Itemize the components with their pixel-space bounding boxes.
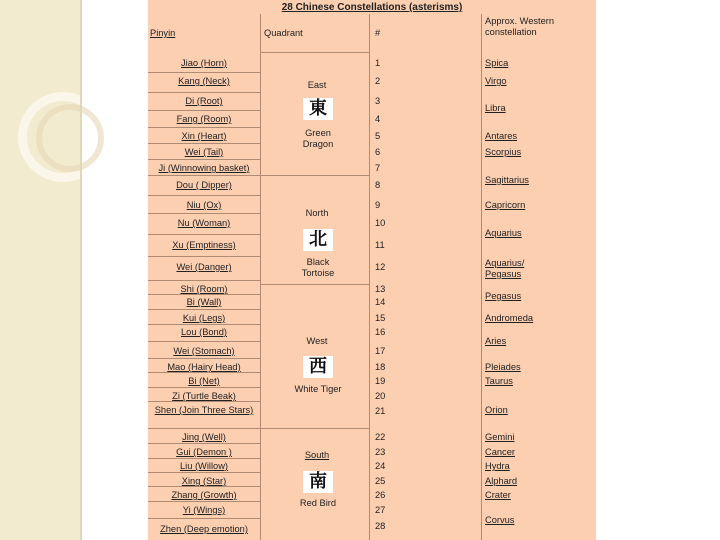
table-row-number: 24 <box>375 461 386 471</box>
table-row-pinyin: Jiao (Horn) <box>181 58 227 68</box>
row-divider <box>148 401 260 402</box>
table-row-pinyin: Shen (Join Three Stars) <box>154 405 254 415</box>
row-divider <box>148 458 260 459</box>
table-row-western: Pleiades <box>485 362 521 372</box>
row-divider <box>148 72 260 73</box>
column-divider <box>260 14 261 540</box>
table-row-western: Libra <box>485 103 506 113</box>
table-row-pinyin: Xing (Star) <box>181 476 227 486</box>
table-row-pinyin: Bi (Wall) <box>186 297 222 307</box>
table-row-western: Gemini <box>485 432 515 442</box>
row-divider <box>148 501 260 502</box>
table-row-western: Crater <box>485 490 511 500</box>
row-divider <box>148 143 260 144</box>
table-row-pinyin: Zhen (Deep emotion) <box>160 524 248 534</box>
table-row-number: 6 <box>375 147 381 157</box>
quadrant-divider <box>260 175 370 176</box>
row-divider <box>148 387 260 388</box>
row-divider <box>148 472 260 473</box>
table-row-western: Scorpius <box>485 147 522 157</box>
row-divider <box>148 428 260 429</box>
table-row-number: 5 <box>375 131 381 141</box>
column-divider <box>481 14 482 540</box>
quadrant-divider <box>260 52 370 53</box>
table-row-western: Pegasus <box>485 291 522 301</box>
table-row-number: 3 <box>375 96 381 106</box>
row-divider <box>148 234 260 235</box>
table-row-pinyin: Zi (Turtle Beak) <box>172 391 236 401</box>
table-row-number: 10 <box>375 218 386 228</box>
row-divider <box>148 127 260 128</box>
table-row-pinyin: Liu (Willow) <box>179 461 229 471</box>
table-row-number: 15 <box>375 313 386 323</box>
row-divider <box>148 341 260 342</box>
table-row-pinyin: Zhang (Growth) <box>171 490 237 500</box>
table-row-number: 19 <box>375 376 386 386</box>
table-row-pinyin: Xu (Emptiness) <box>172 240 236 250</box>
table-row-number: 25 <box>375 476 386 486</box>
table-row-number: 7 <box>375 163 381 173</box>
table-row-number: 4 <box>375 114 381 124</box>
table-row-pinyin: Niu (Ox) <box>186 200 222 210</box>
table-row-number: 26 <box>375 490 386 500</box>
table-row-number: 17 <box>375 346 386 356</box>
table-row-number: 9 <box>375 200 381 210</box>
table-row-pinyin: Mao (Hairy Head) <box>167 362 241 372</box>
quadrant-south-direction: South <box>304 450 330 460</box>
table-row-number: 23 <box>375 447 386 457</box>
table-row-western: Sagittarius <box>485 175 529 185</box>
table-row-pinyin: Shi (Room) <box>180 284 228 294</box>
table-row-pinyin: Bi (Net) <box>188 376 220 386</box>
table-row-number: 27 <box>375 505 386 515</box>
row-divider <box>148 110 260 111</box>
quadrant-north-name: Black Tortoise <box>301 257 335 278</box>
table-row-number: 1 <box>375 58 381 68</box>
table-row-western: Alphard <box>485 476 518 486</box>
row-divider <box>148 213 260 214</box>
table-title: 28 Chinese Constellations (asterisms) <box>281 2 463 13</box>
table-row-pinyin: Yi (Wings) <box>182 505 226 515</box>
table-row-western: Taurus <box>485 376 513 386</box>
quadrant-divider <box>260 284 370 285</box>
table-row-western: Virgo <box>485 76 507 86</box>
table-row-pinyin: Fang (Room) <box>176 114 232 124</box>
column-divider <box>369 14 370 540</box>
table-row-western: Hydra <box>485 461 510 471</box>
table-row-number: 12 <box>375 262 386 272</box>
quadrant-west-glyph: 西 <box>303 356 333 378</box>
decorative-ring <box>36 104 104 172</box>
table-row-pinyin: Kui (Legs) <box>182 313 226 323</box>
table-row-pinyin: Gui (Demon ) <box>176 447 232 457</box>
row-divider <box>148 486 260 487</box>
table-row-number: 8 <box>375 180 381 190</box>
table-row-western: Aquarius/ Pegasus <box>485 258 525 279</box>
table-row-pinyin: Dou ( Dipper) <box>176 180 232 190</box>
quadrant-west-direction: West <box>306 336 328 346</box>
table-row-pinyin: Wei (Stomach) <box>173 346 235 356</box>
table-row-number: 14 <box>375 297 386 307</box>
table-row-pinyin: Jing (Well) <box>182 432 226 442</box>
row-divider <box>148 518 260 519</box>
table-row-western: Capricorn <box>485 200 526 210</box>
table-row-number: 13 <box>375 284 386 294</box>
table-row-western: Orion <box>485 405 508 415</box>
table-row-pinyin: Kang (Neck) <box>178 76 230 86</box>
table-row-western: Andromeda <box>485 313 534 323</box>
table-row-western: Corvus <box>485 515 515 525</box>
row-divider <box>148 443 260 444</box>
quadrant-south-glyph: 南 <box>303 471 333 493</box>
sidebar-divider <box>80 0 82 540</box>
table-row-pinyin: Xin (Heart) <box>181 131 227 141</box>
table-row-number: 28 <box>375 521 386 531</box>
page-margin <box>596 0 720 540</box>
row-divider <box>148 92 260 93</box>
row-divider <box>148 372 260 373</box>
header-pinyin: Pinyin <box>150 28 176 38</box>
table-row-western: Spica <box>485 58 509 68</box>
row-divider <box>148 175 260 176</box>
header-western: Approx. Western constellation <box>485 16 555 37</box>
row-divider <box>148 309 260 310</box>
table-row-number: 16 <box>375 327 386 337</box>
table-row-pinyin: Ji (Winnowing basket) <box>158 163 250 173</box>
table-row-pinyin: Wei (Danger) <box>176 262 232 272</box>
table-row-pinyin: Nu (Woman) <box>177 218 231 228</box>
quadrant-north-glyph: 北 <box>303 229 333 251</box>
quadrant-divider <box>260 428 370 429</box>
row-divider <box>148 195 260 196</box>
table-row-number: 11 <box>375 240 385 250</box>
row-divider <box>148 358 260 359</box>
table-row-western: Aquarius <box>485 228 522 238</box>
quadrant-north-direction: North <box>305 208 329 218</box>
table-row-pinyin: Di (Root) <box>185 96 223 106</box>
table-row-western: Cancer <box>485 447 515 457</box>
row-divider <box>148 294 260 295</box>
header-quadrant: Quadrant <box>264 28 303 38</box>
quadrant-west-name: White Tiger <box>294 384 342 394</box>
row-divider <box>148 280 260 281</box>
quadrant-east-glyph: 東 <box>303 98 333 120</box>
table-row-number: 2 <box>375 76 381 86</box>
row-divider <box>148 256 260 257</box>
quadrant-east-name: Green Dragon <box>302 128 334 149</box>
row-divider <box>148 324 260 325</box>
constellation-table <box>148 0 596 540</box>
table-row-pinyin: Lou (Bond) <box>181 327 227 337</box>
table-row-number: 20 <box>375 391 386 401</box>
row-divider <box>148 159 260 160</box>
quadrant-south-name: Red Bird <box>299 498 337 508</box>
table-row-western: Antares <box>485 131 518 141</box>
table-row-pinyin: Wei (Tail) <box>184 147 224 157</box>
table-row-number: 18 <box>375 362 386 372</box>
header-number: # <box>375 28 381 38</box>
table-row-number: 22 <box>375 432 386 442</box>
quadrant-east-direction: East <box>307 80 327 90</box>
table-row-western: Aries <box>485 336 507 346</box>
table-row-number: 21 <box>375 406 386 416</box>
decorative-sidebar <box>0 0 80 540</box>
